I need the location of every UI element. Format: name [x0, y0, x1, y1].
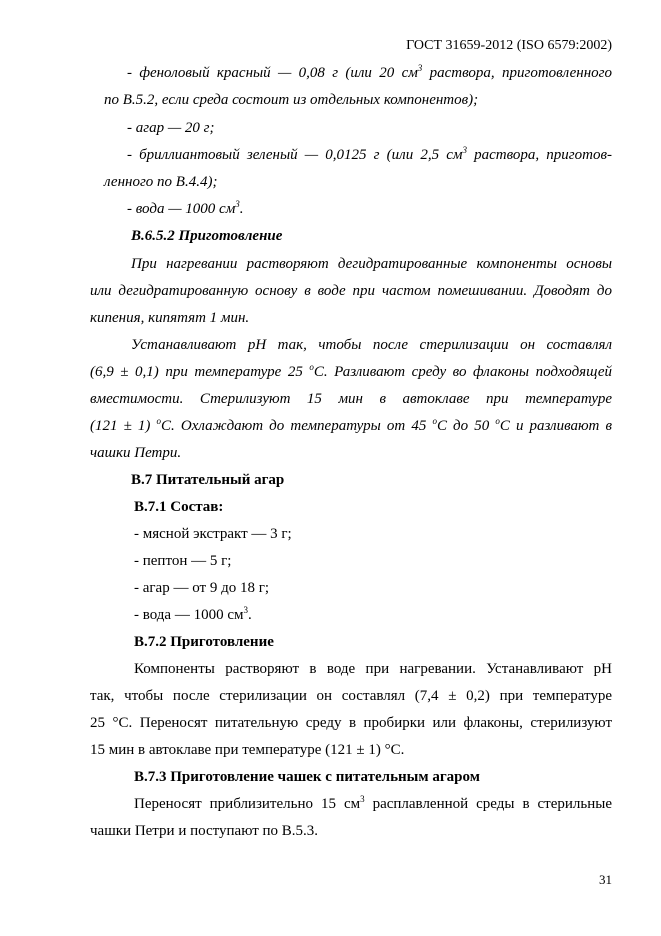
text-line: - вода — 1000 $см^3$.	[127, 199, 244, 217]
text-line: так, чтобы после стерилизации он составлял (7,4 ± 0,2) при температуре	[90, 688, 612, 704]
text-line: (6,9 ± 0,1) при температуре 25 $^о$С. Разливают среду во флаконы подходящей	[90, 362, 612, 380]
text-line: кипения, кипятят 1 мин.	[90, 310, 250, 326]
section-heading: В.7 Питательный агар	[131, 472, 285, 488]
text-line: 15 мин в автоклаве при температуре (121 ± 1) °С.	[90, 742, 405, 758]
text-line: Компоненты растворяют в воде при нагревании. Устанавливают рН	[134, 661, 612, 677]
section-heading: В.7.1 Состав:	[134, 499, 224, 515]
text-line: - агар — 20 г;	[127, 120, 215, 136]
page-number: 31	[599, 872, 612, 887]
text-line: (121 ± 1) $^о$С. Охлаждают до температуры от 45 $^о$С до 50 $^о$С и разливают в	[90, 416, 613, 434]
text-line: или дегидратированную основу в воде при частом помешивании. Доводят до	[90, 283, 612, 299]
section-heading: В.7.2 Приготовление	[134, 634, 274, 650]
list-item: - пептон — 5 г;	[134, 553, 232, 569]
text-line: чашки Петри и поступают по В.5.3.	[90, 823, 319, 839]
section-heading: В.7.3 Приготовление чашек с питательным агаром	[134, 769, 480, 785]
text-line: Переносят приблизительно 15 $см^3$ расплавленной среды в стерильные	[134, 794, 612, 812]
text-line: чашки Петри.	[90, 445, 182, 461]
text-line: по В.5.2, если среда состоит из отдельных компонентов);	[104, 92, 479, 108]
list-item: - мясной экстракт — 3 г;	[134, 526, 292, 542]
text-line: 25 °С. Переносят питательную среду в пробирки или флаконы, стерилизуют	[90, 715, 612, 731]
list-item: - агар — от 9 до 18 г;	[134, 580, 270, 596]
text-line: - феноловый красный — 0,08 г (или 20 $см^3$ раствора, приготовленного	[127, 63, 612, 81]
text-line: - бриллиантовый зеленый — 0,0125 г (или 2,5 $см^3$ раствора, приготов-	[127, 145, 612, 163]
text-line: вместимости. Стерилизуют 15 мин в автоклаве при температуре	[90, 391, 612, 407]
section-heading: В.6.5.2 Приготовление	[131, 228, 283, 244]
list-item: - вода — 1000 $см^3$.	[134, 605, 252, 623]
document-header: ГОСТ 31659-2012 (ISO 6579:2002)	[406, 38, 612, 53]
text-line: ленного по В.4.4);	[104, 174, 218, 190]
text-line: При нагревании растворяют дегидратированные компоненты основы	[131, 256, 612, 272]
text-line: Устанавливают рН так, чтобы после стерилизации он составлял	[131, 337, 612, 353]
